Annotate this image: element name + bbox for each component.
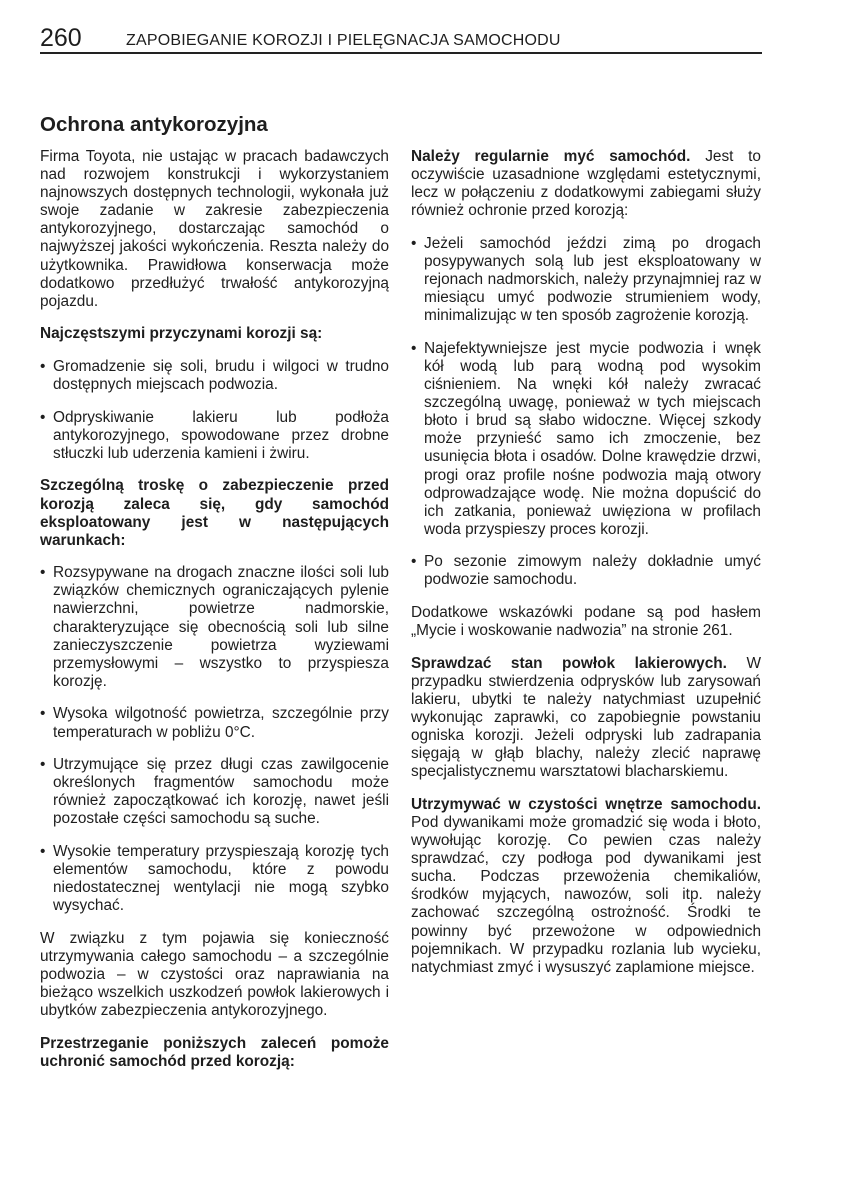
bullet-icon: • [411,234,417,252]
wash-list [411,235,761,590]
bullet-icon: • [40,705,46,723]
bullet-icon: • [40,357,46,375]
wash-paragraph [411,148,761,220]
interior-lead: Utrzymywać w czystości wnętrze samochodu. [411,795,761,813]
interior-paragraph [411,796,761,977]
wash-note: Dodatkowe wskazówki podane są pod hasłem „Mycie i woskowanie nadwozia” na stronie 261. [411,604,761,640]
causes-list [40,358,389,463]
left-column [40,148,389,1086]
bullet-icon: • [40,564,46,582]
list-item: • Rozsypywane na drogach znaczne ilości soli lub związków chemicznych ograniczających pylenie nawierzchni, powietrze nadmorskie, charakteryzujące się obecnością soli lub silne zanieczyszczenie powietrza wyziewami przemysłowymi – wszystko to przyspiesza korozję. [40,564,389,690]
paint-text: W przypadku stwierdzenia odprysków lub zarysowań lakieru, ubytki te należy natychmiast uzupełnić wykonując zaprawki, co zapobiegnie powstaniu ogniska korozji. Jeżeli odpryski lub zadrapania sięgają w głąb blachy, należy zlecić naprawę specjalistycznemu warsztatowi blacharskiemu. [411,654,761,781]
list-item: • Odpryskiwanie lakieru lub podłoża antykorozyjnego, spowodowane przez drobne stłuczki lub uderzenia kamieni i żwiru. [40,408,389,462]
paint-lead: Sprawdzać stan powłok lakierowych. [411,654,727,672]
list-item: • Gromadzenie się soli, brudu i wilgoci w trudno dostępnych miejscach podwozia. [40,357,389,394]
wash-lead: Należy regularnie myć samochód. [411,148,691,165]
page-header [40,22,762,54]
list-item: • Jeżeli samochód jeździ zimą po drogach posypywanych solą lub jest eksploatowany w rejonach nadmorskich, należy przynajmniej raz w miesiącu umyć podwozie strumieniem wody, minimalizując w ten sposób zagrożenie korozją. [411,234,761,325]
bullet-icon: • [40,408,46,426]
bullet-icon: • [40,843,46,860]
intro-paragraph: Firma Toyota, nie ustając w pracach badawczych nad rozwojem konstrukcji i wykorzystaniem najnowszych dostępnych technologii, wykonała już swoje zadanie w zakresie zabezpieczenia antykorozyjnego, dostarczając samochód o najwyższej jakości wykończenia. Reszta należy do użytkownika. Prawidłowa konserwacja może dodatkowo przedłużyć trwałość antykorozyjną pojazdu. [40,148,389,310]
wash-text: Jest to oczywiście uzasadnione względami estetycznymi, lecz w połączeniu z dodatkowymi zabiegami służy również ochronie przed korozją: [411,148,761,220]
final-heading: Przestrzeganie poniższych zaleceń pomoże uchronić samochód przed korozją: [40,1034,389,1070]
causes-heading: Najczęstszymi przyczynami korozji są: [40,325,323,343]
conditions-heading: Szczególną troskę o zabezpieczenie przed korozją zaleca się, gdy samochód eksploatowany jest w następujących warunkach: [40,477,389,549]
running-title: ZAPOBIEGANIE KOROZJI I PIELĘGNACJA SAMOCHODU [126,32,561,49]
list-item: • Po sezonie zimowym należy dokładnie umyć podwozie samochodu. [411,553,761,589]
list-item: • Najefektywniejsze jest mycie podwozia i wnęk kół wodą lub parą wodną pod wysokim ciśnieniem. Na wnęki kół należy zwracać szczególną uwagę, ponieważ w tych miejscach błoto i brud są słabo widoczne. Więcej szkody może przynieść samo ich zmoczenie, bez usunięcia błota i osadów. Dolne krawędzie drzwi, progi oraz profile nośne podwozia mają otwory odprowadzające wodę. Nie można dopuścić do ich zatkania, ponieważ uwięziona w profilach woda przyspieszy proces korozji. [411,339,761,538]
list-item: • Wysokie temperatury przyspieszają korozję tych elementów samochodu, które z powodu niedostatecznej wentylacji nie mogą szybko wysychać. [40,843,389,915]
conclusion-paragraph: W związku z tym pojawia się konieczność utrzymywania całego samochodu – a szczególnie podwozia – w czystości oraz naprawiania na bieżąco wszelkich uszkodzeń powłok lakierowych i ubytków zabezpieczenia antykorozyjnego. [40,929,389,1020]
section-title: Ochrona antykorozyjna [40,113,268,136]
list-item: • Wysoka wilgotność powietrza, szczególnie przy temperaturach w pobliżu 0°C. [40,705,389,741]
interior-text: Pod dywanikami może gromadzić się woda i błoto, wywołując korozję. Co pewien czas należy sprawdzać, czy podłoga pod dywanikami jest sucha. Podczas przewożenia chemikaliów, środków myjących, nawozów, soli itp. należy zachować szczególną ostrożność. Środki te powinny być przewożone w odpowiednich pojemnikach. W przypadku rozlania lub wycieku, natychmiast zmyć i wysuszyć zaplamione miejsce. [411,814,761,976]
paint-paragraph [411,655,761,782]
list-item: • Utrzymujące się przez długi czas zawilgocenie określonych fragmentów samochodu może również zapoczątkować ich korozję, nawet jeśli pozostałe części samochodu są suche. [40,756,389,828]
right-column [411,148,761,991]
bullet-icon: • [411,553,417,571]
bullet-icon: • [411,339,417,357]
bullet-icon: • [40,756,46,774]
conditions-list [40,564,389,915]
page-number: 260 [40,24,82,52]
